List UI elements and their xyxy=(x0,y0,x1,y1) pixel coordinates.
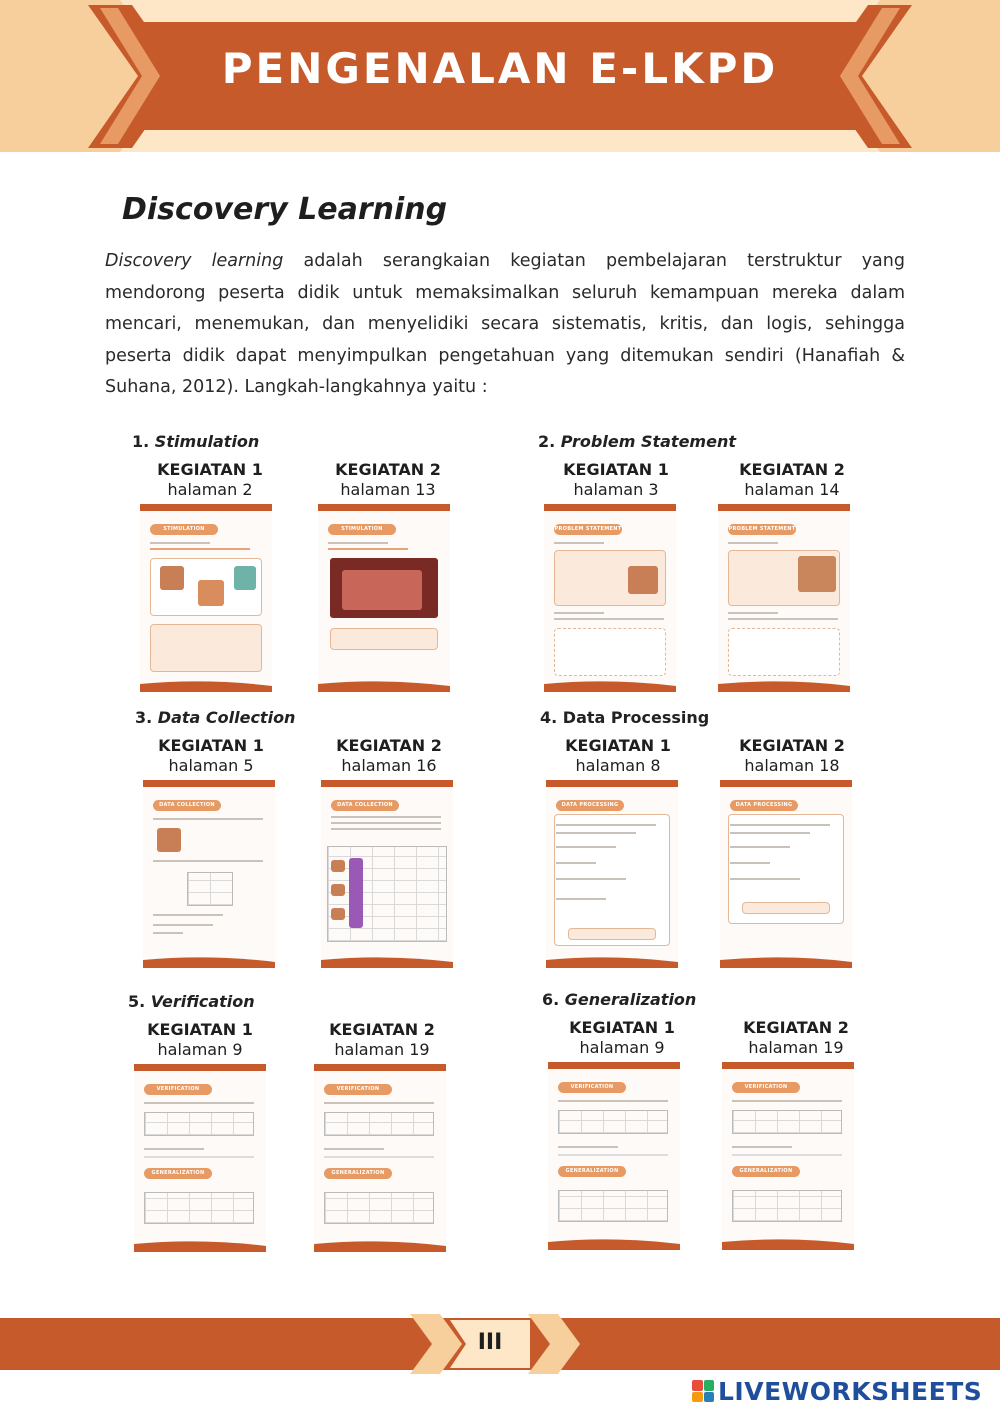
step-title: 1. Stimulation xyxy=(132,432,260,451)
kegiatan-page: halaman 19 xyxy=(748,1038,844,1057)
kegiatan-2 xyxy=(318,460,458,500)
kegiatan-page: halaman 13 xyxy=(340,480,436,499)
thumbnail-page[interactable] xyxy=(718,504,850,692)
thumbnail-page[interactable]: VERIFICATION GENERALIZATION xyxy=(134,1064,266,1252)
kegiatan-1 xyxy=(548,736,688,776)
kegiatan-page: halaman 2 xyxy=(167,480,253,499)
kegiatan-title: KEGIATAN 1 xyxy=(147,1020,253,1039)
step-generalization xyxy=(542,990,882,1260)
kegiatan-page: halaman 19 xyxy=(334,1040,430,1059)
thumbnail-tag: VERIFICATION xyxy=(144,1084,212,1095)
step-stimulation xyxy=(132,432,472,702)
thumbnail-page[interactable]: VERIFICATION GENERALIZATION xyxy=(548,1062,680,1250)
thumbnail-tag: DATA PROCESSING xyxy=(556,800,624,811)
thumbnail-tag: DATA PROCESSING xyxy=(730,800,798,811)
step-title: 3. Data Collection xyxy=(135,708,296,727)
kegiatan-page: halaman 8 xyxy=(575,756,661,775)
thumbnail-tag: PROBLEM STATEMENT xyxy=(728,524,796,535)
kegiatan-page: halaman 9 xyxy=(579,1038,665,1057)
kegiatan-2 xyxy=(312,1020,452,1060)
kegiatan-page: halaman 9 xyxy=(157,1040,243,1059)
kegiatan-1 xyxy=(141,736,281,776)
intro-paragraph xyxy=(105,246,905,404)
header-banner xyxy=(0,0,1000,160)
kegiatan-1 xyxy=(130,1020,270,1060)
thumbnail-tag: STIMULATION xyxy=(328,524,396,535)
kegiatan-page: halaman 18 xyxy=(744,756,840,775)
thumbnail-page[interactable] xyxy=(143,780,275,968)
kegiatan-1 xyxy=(546,460,686,500)
brand-text: LIVEWORKSHEETS xyxy=(718,1376,983,1406)
step-title: 6. Generalization xyxy=(542,990,697,1009)
kegiatan-page: halaman 14 xyxy=(744,480,840,499)
kegiatan-2 xyxy=(722,460,862,500)
kegiatan-title: KEGIATAN 1 xyxy=(563,460,669,479)
kegiatan-title: KEGIATAN 2 xyxy=(336,736,442,755)
kegiatan-title: KEGIATAN 1 xyxy=(569,1018,675,1037)
brand-logo[interactable] xyxy=(692,1376,982,1406)
thumbnail-tag: DATA COLLECTION xyxy=(153,800,221,811)
step-title: 2. Problem Statement xyxy=(538,432,736,451)
kegiatan-title: KEGIATAN 2 xyxy=(739,736,845,755)
intro-lead: Discovery learning xyxy=(105,251,284,271)
liveworksheets-icon xyxy=(692,1380,714,1402)
thumbnail-page[interactable]: VERIFICATION GENERALIZATION xyxy=(314,1064,446,1252)
thumbnail-tag: DATA COLLECTION xyxy=(331,800,399,811)
step-problem-statement xyxy=(538,432,878,702)
kegiatan-page: halaman 3 xyxy=(573,480,659,499)
thumbnail-tag: VERIFICATION xyxy=(324,1084,392,1095)
thumbnail-tag: VERIFICATION xyxy=(558,1082,626,1093)
thumbnail-page[interactable] xyxy=(318,504,450,692)
kegiatan-page: halaman 16 xyxy=(341,756,437,775)
step-data-collection xyxy=(135,708,475,978)
thumbnail-tag: PROBLEM STATEMENT xyxy=(554,524,622,535)
kegiatan-2 xyxy=(722,736,862,776)
kegiatan-title: KEGIATAN 2 xyxy=(335,460,441,479)
step-data-processing xyxy=(540,708,880,978)
intro-body: adalah serangkaian kegiatan pembelajaran terstruktur yang mendorong peserta didik untuk memaksimalkan seluruh kemampuan mereka dalam mencari, menemukan, dan menyelidiki secara sistematis, kritis, dan logis, sehingga peserta didik dapat menyimpulkan pengetahuan yang ditemukan sendiri (Hanafiah & Suhana, 2012). Langkah-langkahnya yaitu : xyxy=(105,251,905,397)
step-verification xyxy=(128,992,468,1262)
kegiatan-1 xyxy=(552,1018,692,1058)
thumbnail-tag: VERIFICATION xyxy=(732,1082,800,1093)
kegiatan-1 xyxy=(140,460,280,500)
thumbnail-tag: STIMULATION xyxy=(150,524,218,535)
kegiatan-2 xyxy=(319,736,459,776)
thumbnail-page[interactable] xyxy=(720,780,852,968)
thumbnail-page[interactable] xyxy=(140,504,272,692)
thumbnail-page[interactable]: VERIFICATION GENERALIZATION xyxy=(722,1062,854,1250)
thumbnail-page[interactable] xyxy=(544,504,676,692)
step-title: 4. Data Processing xyxy=(540,708,710,727)
kegiatan-title: KEGIATAN 1 xyxy=(157,460,263,479)
thumbnail-page[interactable] xyxy=(321,780,453,968)
kegiatan-2 xyxy=(726,1018,866,1058)
thumbnail-page[interactable] xyxy=(546,780,678,968)
kegiatan-page: halaman 5 xyxy=(168,756,254,775)
kegiatan-title: KEGIATAN 1 xyxy=(565,736,671,755)
step-title: 5. Verification xyxy=(128,992,255,1011)
kegiatan-title: KEGIATAN 2 xyxy=(743,1018,849,1037)
kegiatan-title: KEGIATAN 1 xyxy=(158,736,264,755)
kegiatan-title: KEGIATAN 2 xyxy=(329,1020,435,1039)
section-title: Discovery Learning xyxy=(122,192,448,227)
kegiatan-title: KEGIATAN 2 xyxy=(739,460,845,479)
page-number: III xyxy=(477,1330,503,1355)
page-title: PENGENALAN E-LKPD xyxy=(221,44,779,93)
